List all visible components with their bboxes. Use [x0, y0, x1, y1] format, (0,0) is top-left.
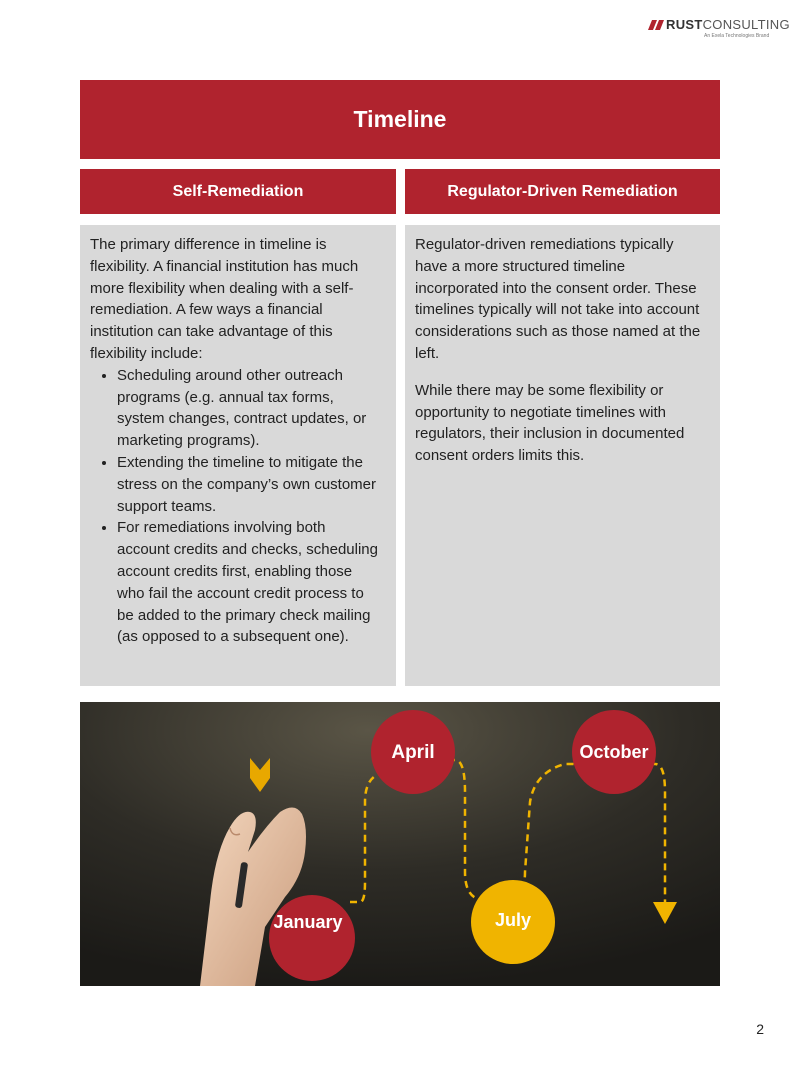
self-remediation-body [80, 225, 396, 686]
self-remediation-intro: The primary difference in timeline is flexibility. A financial institution has much more flexibility when dealing with a self-remediation. A few ways a financial institution can take advantage of this flexibility include: [90, 236, 359, 362]
logo-brand-bold: RUST [666, 17, 703, 32]
rust-consulting-logo [648, 17, 790, 42]
timeline-image [80, 702, 720, 986]
regulator-remediation-body [405, 225, 720, 686]
list-item: • For remediations involving both account credits and checks, scheduling account credits first, enabling those who fail the account credit process to be added to the primary check mailing (as opposed to a subsequent one). [117, 517, 382, 648]
milestone-label-october: October [579, 742, 649, 762]
milestone-january [269, 895, 355, 981]
milestone-label-april: April [391, 742, 435, 763]
milestone-october [572, 710, 656, 794]
title-banner [80, 80, 720, 159]
logo-mark-icon [648, 20, 664, 30]
logo-brand-light: CONSULTING [702, 17, 790, 32]
regulator-remediation-heading: Regulator-Driven Remediation [405, 169, 720, 214]
regulator-paragraph-1: Regulator-driven remediations typically have a more structured timeline incorporated into the consent order. These timelines typically will not take into account considerations such as those named at the left. [415, 236, 701, 362]
page-number: 2 [756, 1021, 764, 1037]
timeline-illustration [80, 702, 720, 986]
logo-wordmark [666, 18, 790, 32]
page-title: Timeline [353, 106, 447, 132]
logo-tagline: An Exela Technologies Brand [704, 33, 770, 39]
list-item: • Scheduling around other outreach programs (e.g. annual tax forms, system changes, contract updates, or marketing programs). [117, 365, 382, 452]
milestone-july [471, 880, 555, 964]
milestone-label-january: January [273, 912, 343, 932]
milestone-april [371, 710, 455, 794]
flexibility-list [90, 365, 382, 648]
regulator-paragraph-2: While there may be some flexibility or opportunity to negotiate timelines with regulators, their inclusion in documented consent orders limits this. [415, 381, 685, 465]
milestone-label-july: July [494, 910, 532, 930]
self-remediation-heading: Self-Remediation [80, 169, 396, 214]
list-item: • Extending the timeline to mitigate the stress on the company’s own customer support teams. [117, 452, 382, 517]
